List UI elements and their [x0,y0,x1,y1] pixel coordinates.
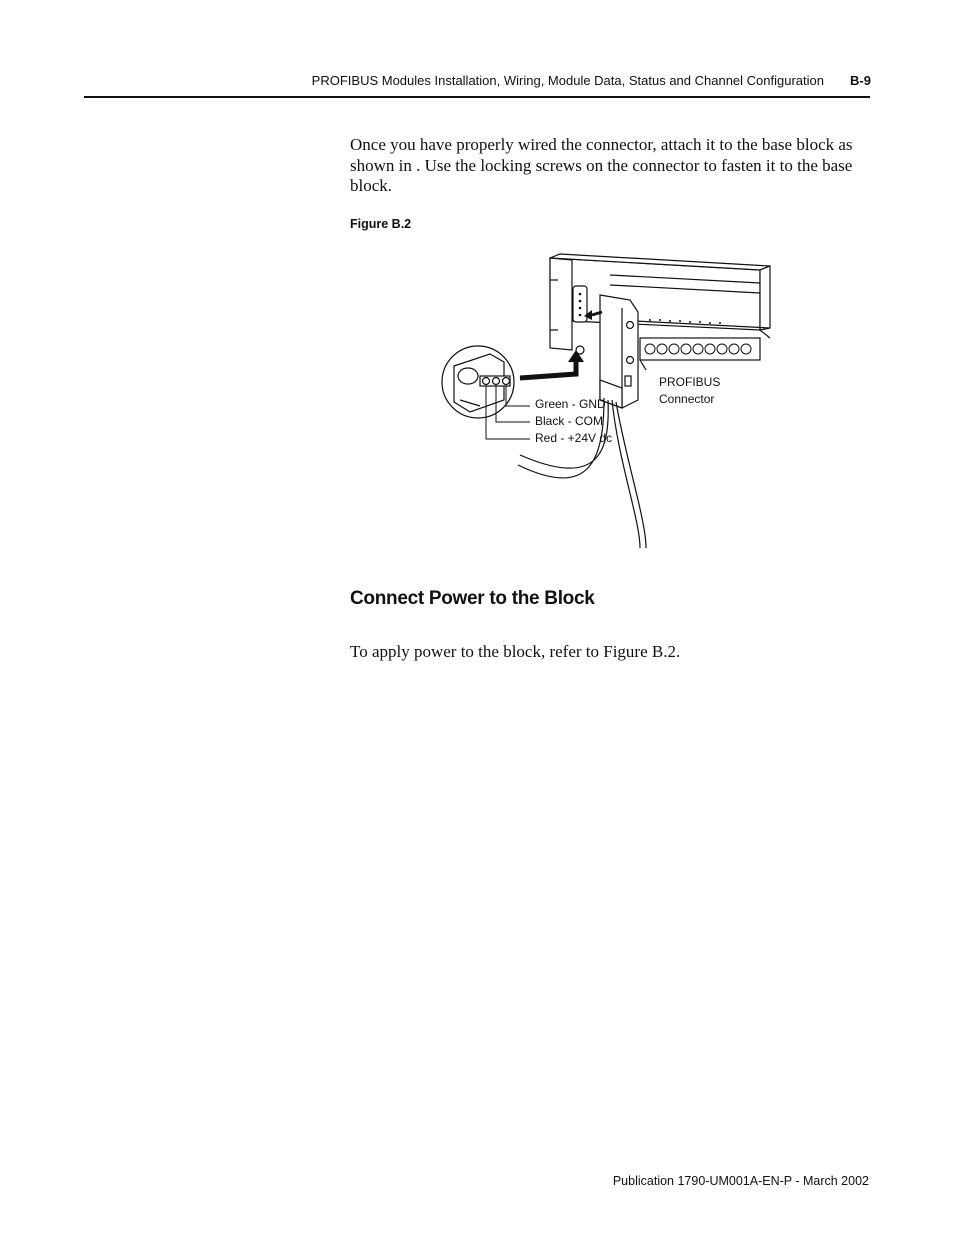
label-green-gnd: Green - GND [535,397,606,411]
intro-paragraph: Once you have properly wired the connector, attach it to the base block as shown in . Use the locking screws on the connector to fasten it to the base block. [350,135,853,195]
detail-magnifier [442,346,514,418]
publication-footer: Publication 1790-UM001A-EN-P - March 2002 [612,1174,869,1188]
label-black-com: Black - COM [535,414,604,428]
label-profibus: PROFIBUS [659,375,721,389]
figure-caption: Figure B.2 [350,217,412,231]
section-body: To apply power to the block, refer to Figure B.2. [350,642,681,661]
header-rule [84,96,870,98]
running-header-title: PROFIBUS Modules Installation, Wiring, Module Data, Status and Channel Configuration [311,73,824,88]
wiring-figure [440,250,780,555]
base-block-illustration [550,254,770,370]
insertion-arrow [520,350,584,378]
section-heading: Connect Power to the Block [350,588,595,609]
label-connector: Connector [659,392,715,406]
page-number: B-9 [850,73,871,88]
label-red-24v: Red - +24V dc [535,431,613,445]
